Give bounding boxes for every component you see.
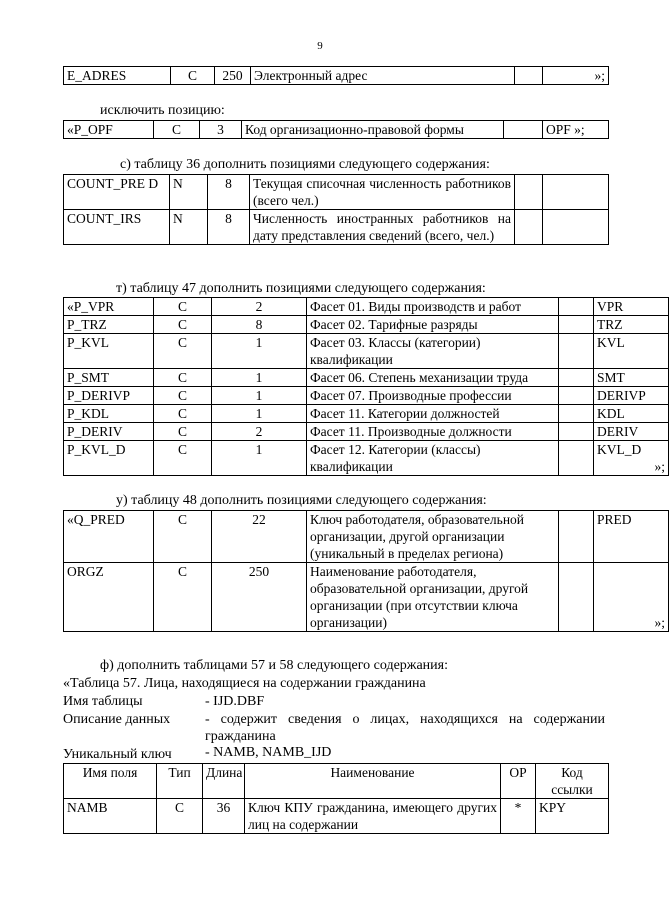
field-length: 1 — [212, 387, 307, 405]
field-type: C — [154, 405, 212, 423]
field-type: C — [154, 441, 212, 476]
data-description-value: - содержит сведения о лицах, находящихся на содержании гражданина — [205, 712, 605, 744]
field-length: 1 — [212, 369, 307, 387]
field-op — [515, 175, 543, 210]
field-name: P_DERIVP — [64, 387, 154, 405]
field-name: P_KVL_D — [64, 441, 154, 476]
field-description: Ключ КПУ гражданина, имеющего других лиц на содержании — [245, 799, 501, 834]
field-length: 8 — [212, 316, 307, 334]
table-row — [64, 298, 669, 316]
field-ref: DERIV — [594, 423, 669, 441]
field-ref: »; — [543, 67, 609, 85]
field-ref: PRED — [594, 511, 669, 563]
field-length: 1 — [212, 334, 307, 369]
field-description: Фасет 02. Тарифные разряды — [307, 316, 559, 334]
field-op — [559, 441, 594, 476]
field-op — [559, 423, 594, 441]
closing-mark: »; — [654, 615, 665, 630]
table-row — [64, 799, 609, 834]
field-description: Электронный адрес — [251, 67, 515, 85]
table-row — [64, 423, 669, 441]
data-description-label: Описание данных — [63, 712, 171, 727]
field-length: 8 — [208, 175, 250, 210]
field-ref: VPR — [594, 298, 669, 316]
unique-key-label: Уникальный ключ — [63, 747, 172, 762]
field-length: 1 — [212, 405, 307, 423]
field-op — [559, 511, 594, 563]
field-ref — [594, 563, 669, 632]
field-op: * — [501, 799, 536, 834]
field-op — [559, 369, 594, 387]
field-description: Фасет 03. Классы (категории) квалификации — [307, 334, 559, 369]
table-row — [64, 316, 669, 334]
field-ref — [543, 175, 609, 210]
field-length: 22 — [212, 511, 307, 563]
page-number: 9 — [317, 40, 323, 52]
field-type: C — [171, 67, 215, 85]
field-op — [504, 121, 543, 139]
field-type: C — [157, 799, 203, 834]
field-ref: OPF »; — [543, 121, 609, 139]
ref-code: KVL_D — [597, 442, 642, 457]
field-type: C — [154, 316, 212, 334]
field-ref: TRZ — [594, 316, 669, 334]
t57-heading: ф) дополнить таблицами 57 и 58 следующего содержания: — [100, 658, 448, 673]
field-name: P_KVL — [64, 334, 154, 369]
field-ref: DERIVP — [594, 387, 669, 405]
field-length: 8 — [208, 210, 250, 245]
field-type: C — [154, 298, 212, 316]
field-op — [559, 405, 594, 423]
field-description: Ключ работодателя, образовательной организации, другой организации (уникальный в пределах региона) — [307, 511, 559, 563]
table-row — [64, 563, 669, 632]
column-header: Имя поля — [64, 764, 157, 799]
field-op — [515, 67, 543, 85]
field-name: P_SMT — [64, 369, 154, 387]
table-57 — [63, 763, 609, 834]
field-ref: KVL — [594, 334, 669, 369]
table-row — [64, 405, 669, 423]
field-type: C — [154, 369, 212, 387]
field-name: COUNT_PRE D — [64, 175, 170, 210]
t48-heading: у) таблицу 48 дополнить позициями следующего содержания: — [116, 493, 487, 508]
table-row — [64, 210, 609, 245]
table-adres — [63, 66, 609, 85]
field-name: P_DERIV — [64, 423, 154, 441]
table-row — [64, 511, 669, 563]
t47-heading: т) таблицу 47 дополнить позициями следующего содержания: — [116, 281, 486, 296]
field-length: 2 — [212, 423, 307, 441]
t36-heading: с) таблицу 36 дополнить позициями следующего содержания: — [120, 157, 490, 172]
field-type: C — [154, 334, 212, 369]
column-header: Код ссылки — [536, 764, 609, 799]
field-name: NAMB — [64, 799, 157, 834]
table-47-additions — [63, 297, 669, 476]
field-ref: KPY — [536, 799, 609, 834]
table-48-additions — [63, 510, 669, 632]
field-description: Фасет 12. Категории (классы) квалификации — [307, 441, 559, 476]
column-header: Тип — [157, 764, 203, 799]
field-name: E_ADRES — [64, 67, 171, 85]
field-type: C — [154, 511, 212, 563]
field-description: Наименование работодателя, образовательной организации, другой организации (при отсутствии ключа организации) — [307, 563, 559, 632]
field-name: P_TRZ — [64, 316, 154, 334]
table-row — [64, 175, 609, 210]
field-ref: KDL — [594, 405, 669, 423]
field-description: Фасет 06. Степень механизации труда — [307, 369, 559, 387]
table-row — [64, 121, 609, 139]
column-header: Наименование — [245, 764, 501, 799]
field-type: N — [170, 210, 208, 245]
field-description: Текущая списочная численность работников (всего чел.) — [250, 175, 515, 210]
table-row — [64, 67, 609, 85]
field-description: Код организационно-правовой формы — [242, 121, 504, 139]
table-row — [64, 334, 669, 369]
field-length: 3 — [200, 121, 242, 139]
field-description: Фасет 11. Производные должности — [307, 423, 559, 441]
field-length: 250 — [215, 67, 251, 85]
table-36-additions — [63, 174, 609, 245]
table-header-row — [64, 764, 609, 799]
field-type: C — [154, 423, 212, 441]
field-name: «P_VPR — [64, 298, 154, 316]
unique-key-value: - NAMB, NAMB_IJD — [205, 745, 332, 760]
field-name: P_KDL — [64, 405, 154, 423]
field-length: 36 — [203, 799, 245, 834]
field-type: C — [154, 563, 212, 632]
field-ref — [543, 210, 609, 245]
field-length: 1 — [212, 441, 307, 476]
field-op — [559, 563, 594, 632]
exclude-heading: исключить позицию: — [100, 103, 225, 118]
column-header: Длина — [203, 764, 245, 799]
field-type: N — [170, 175, 208, 210]
field-description: Фасет 11. Категории должностей — [307, 405, 559, 423]
table-row — [64, 387, 669, 405]
field-op — [515, 210, 543, 245]
t57-title: «Таблица 57. Лица, находящиеся на содержании гражданина — [63, 676, 426, 691]
field-name: «P_OPF — [64, 121, 154, 139]
table-row — [64, 441, 669, 476]
field-type: C — [154, 387, 212, 405]
field-name: ORGZ — [64, 563, 154, 632]
field-name: COUNT_IRS — [64, 210, 170, 245]
table-exclude — [63, 120, 609, 139]
field-op — [559, 334, 594, 369]
column-header: ОР — [501, 764, 536, 799]
field-op — [559, 298, 594, 316]
field-op — [559, 387, 594, 405]
closing-mark: »; — [654, 459, 665, 474]
field-description: Численность иностранных работников на дату представления сведений (всего, чел.) — [250, 210, 515, 245]
field-name: «Q_PRED — [64, 511, 154, 563]
field-ref: SMT — [594, 369, 669, 387]
field-type: C — [154, 121, 200, 139]
table-row — [64, 369, 669, 387]
table-name-value: - IJD.DBF — [205, 694, 265, 709]
field-description: Фасет 07. Производные профессии — [307, 387, 559, 405]
field-length: 2 — [212, 298, 307, 316]
field-ref — [594, 441, 669, 476]
table-name-label: Имя таблицы — [63, 694, 143, 709]
field-op — [559, 316, 594, 334]
field-length: 250 — [212, 563, 307, 632]
field-description: Фасет 01. Виды производств и работ — [307, 298, 559, 316]
